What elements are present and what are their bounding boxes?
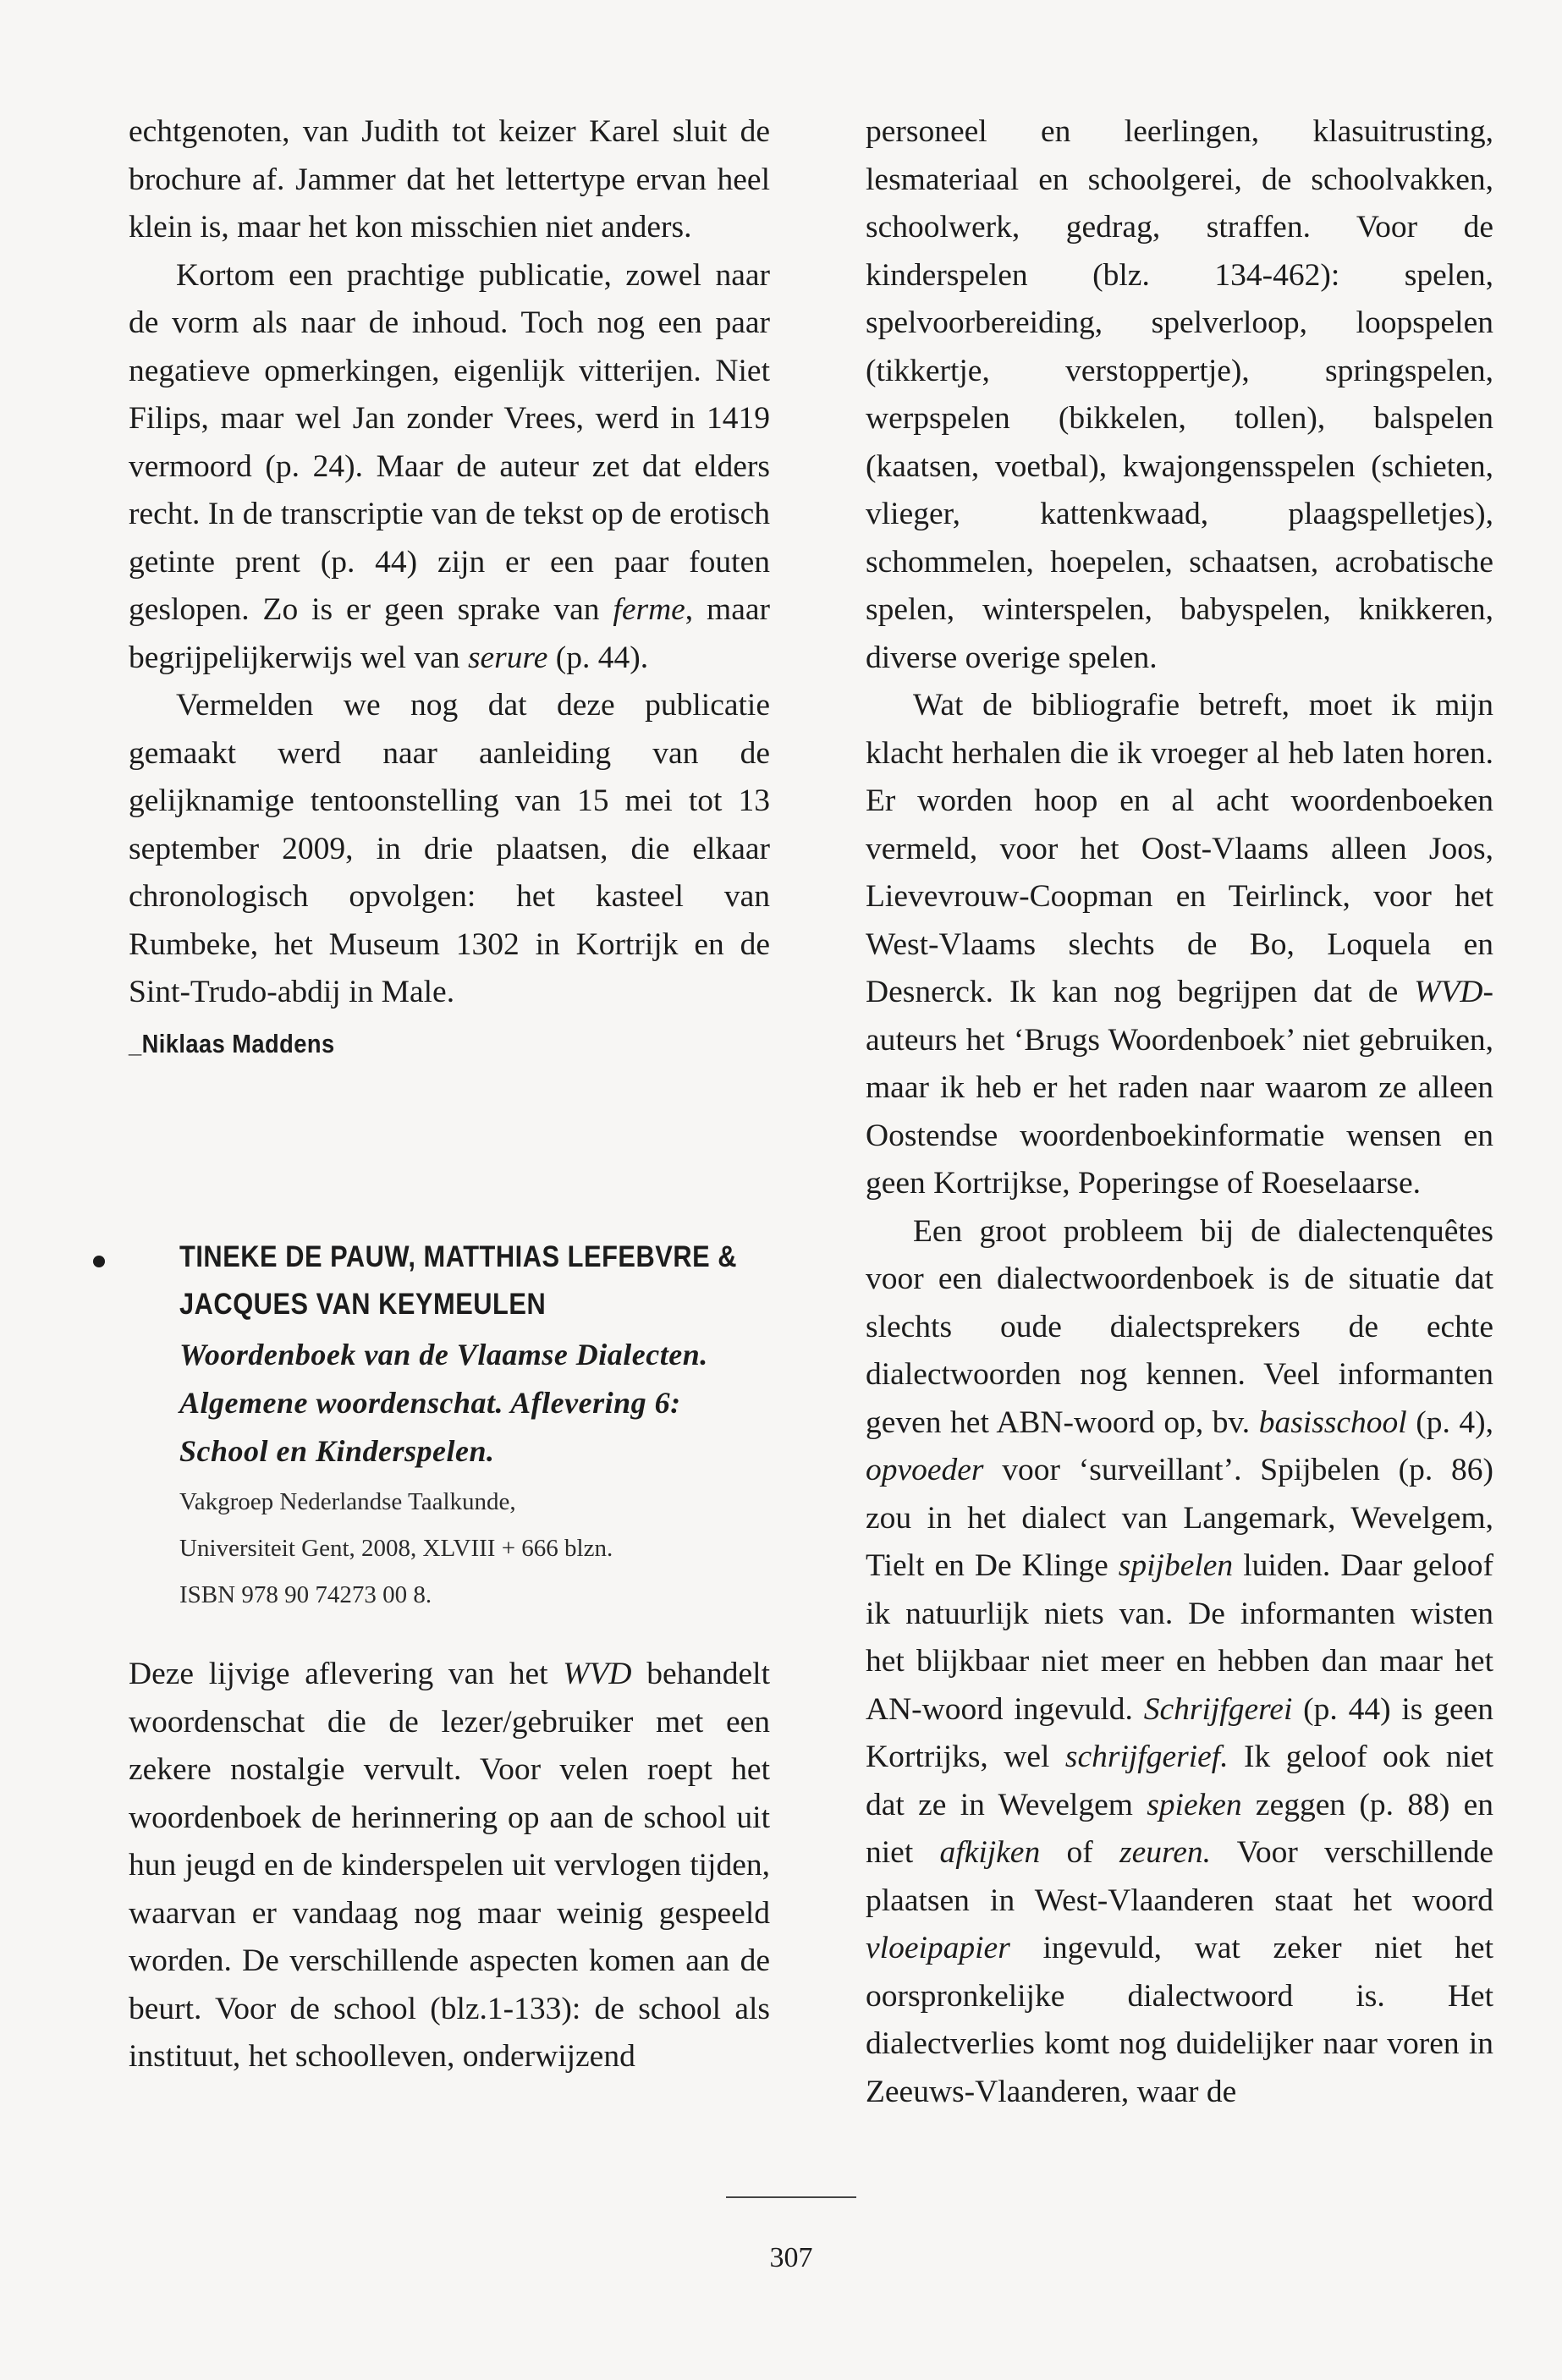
author-signature: _Niklaas Maddens (129, 1028, 335, 1058)
text-run: (p. 4), (1406, 1404, 1493, 1440)
paragraph (866, 682, 1493, 1208)
right-column (866, 108, 1493, 2116)
book-isbn: ISBN 978 90 74273 00 8. (179, 1581, 432, 1608)
emphasis: serure (467, 640, 548, 675)
text-run: Een groot probleem bij de dialectenquêtes voor een dialectwoordenboek is de situatie dat slechts oude dialectsprekers de echte dialectwoorden nog kennen. Veel informanten geven het ABN-woord op, bv. (866, 1213, 1493, 1440)
paragraph (129, 252, 770, 683)
text-run: behandelt woordenschat die de lezer/gebruiker met een zekere nostalgie vervult. Voor velen roept het woordenboek de herinnering op aan de school uit hun jeugd en de kinderspelen uit vervlogen tijden, waarvan er vandaag nog maar weinig gespeeld worden. De verschillende aspecten komen aan de beurt. Voor de school (blz.1-133): de school als instituut, het schoolleven, onderwijzend (129, 1657, 770, 2074)
page-number: 307 (769, 2242, 813, 2273)
text-run: voor ‘surveillant’. Spijbelen (p. 86) zou in het dialect van Langemark, Wevelgem, Tielt en De Klinge (866, 1453, 1493, 1583)
text-run: ingevuld, wat zeker niet het oorspronkelijke dialectwoord is. Het dialectverlies komt nog duidelijker naar voren in Zeeuws-Vlaanderen, waar de (866, 1931, 1493, 2109)
emphasis: ferme (613, 592, 685, 627)
emphasis: spijbelen (1118, 1548, 1234, 1583)
text-run: Voor verschillende plaatsen in West-Vlaanderen staat het woord (866, 1835, 1494, 1918)
book-entry (179, 1234, 772, 1619)
emphasis: basisschool (1258, 1404, 1407, 1440)
paragraph (129, 1651, 770, 2081)
paragraph: echtgenoten, van Judith tot keizer Karel sluit de brochure af. Jammer dat het lettertype ervan heel klein is, maar het kon misschien niet anders. (129, 114, 770, 245)
emphasis: vloeipapier (866, 1931, 1010, 1965)
paragraph: Vermelden we nog dat deze publicatie gemaakt werd naar aanleiding van de gelijknamige tentoonstelling van 15 mei tot 13 september 2009, in drie plaatsen, die elkaar chronologisch opvolgen: het kasteel van Rumbeke, het Museum 1302 in Kortrijk en de Sint-Trudo-abdij in Male. (129, 688, 770, 1009)
text-run: (p. 44) is geen Kortrijks, wel (866, 1691, 1494, 1774)
text-run: -auteurs het ‘Brugs Woordenboek’ niet gebruiken, maar ik heb er het raden naar waarom ze alleen Oostendse woordenboekinformatie wensen en geen Kortrijkse, Poperingse of Roeselaarse. (866, 975, 1493, 1201)
emphasis: schrijfgerief. (1064, 1740, 1229, 1774)
footer-divider (726, 2196, 856, 2198)
left-column (129, 108, 770, 1068)
bullet-icon (93, 1256, 105, 1267)
text-run: , maar begrijpelijkerwijs wel van (129, 592, 770, 675)
emphasis: afkijken (939, 1835, 1041, 1870)
text-run: luiden. Daar geloof ik natuurlijk niets van. De informanten wisten het blijkbaar niet meer en hebben dan maar het AN-woord ingevuld. (866, 1548, 1494, 1727)
text-run: Deze lijvige aflevering van het (129, 1657, 548, 1691)
text-run: Kortom een prachtige publicatie, zowel naar de vorm als naar de inhoud. Toch nog een paar negatieve opmerkingen, eigenlijk vitterijen. Niet Filips, maar wel Jan zonder Vrees, werd in 1419 vermoord (p. 24). Maar de auteur zet dat elders recht. In de transcriptie van de tekst op de erotisch getinte prent (p. 44) zijn er een paar fouten geslopen. Zo is er geen sprake van (129, 257, 770, 627)
emphasis: opvoeder (866, 1453, 984, 1487)
text-run: (p. 44). (547, 640, 649, 675)
emphasis: Schrijfgerei (1143, 1691, 1293, 1727)
emphasis: spieken (1147, 1787, 1242, 1822)
paragraph (866, 1208, 1493, 2117)
emphasis: WVD (1414, 975, 1483, 1009)
text-run: Ik geloof ook niet dat ze in Wevelgem (866, 1740, 1493, 1822)
text-run: of (1040, 1835, 1093, 1870)
review-intro (129, 1651, 770, 2081)
book-publisher: Vakgroep Nederlandse Taalkunde, (179, 1488, 516, 1515)
paragraph: personeel en leerlingen, klasuitrusting, lesmateriaal en schoolgerei, de schoolvakken, schoolwerk, gedrag, straffen. Voor de kinderspelen (blz. 134-462): spelen, spelvoorbereiding, spelverloop, loopspelen (tikkertje, verstoppertje), springspelen, werpspelen (bikkelen, tollen), balspelen (kaatsen, voetbal), kwajongensspelen (schieten, vlieger, kattenkwaad, plaagspelletjes), schommelen, hoepelen, schaatsen, acrobatische spelen, winterspelen, babyspelen, knikkeren, diverse overige spelen. (866, 114, 1493, 675)
book-title: Woordenboek van de Vlaamse Dialecten. Algemene woordenschat. Aflevering 6: School en Kinderspelen. (179, 1338, 708, 1468)
book-publication: Universiteit Gent, 2008, XLVIII + 666 blzn. (179, 1535, 613, 1562)
text-run: zeggen (p. 88) en niet (866, 1787, 1493, 1870)
book-metadata (179, 1479, 772, 1619)
emphasis: WVD (563, 1657, 632, 1691)
emphasis: zeuren. (1119, 1835, 1211, 1870)
text-run: Wat de bibliografie betreft, moet ik mijn klacht herhalen die ik vroeger al heb laten horen. Er worden hoop en al acht woordenboeken vermeld, voor het Oost-Vlaams alleen Joos, Lievevrouw-Coopman en Teirlinck, voor het West-Vlaams slechts de Bo, Loquela en Desnerck. Ik kan nog begrijpen dat de (866, 688, 1493, 1009)
book-authors: TINEKE DE PAUW, MATTHIAS LEFEBVRE & JACQUES VAN KEYMEULEN (179, 1240, 738, 1321)
